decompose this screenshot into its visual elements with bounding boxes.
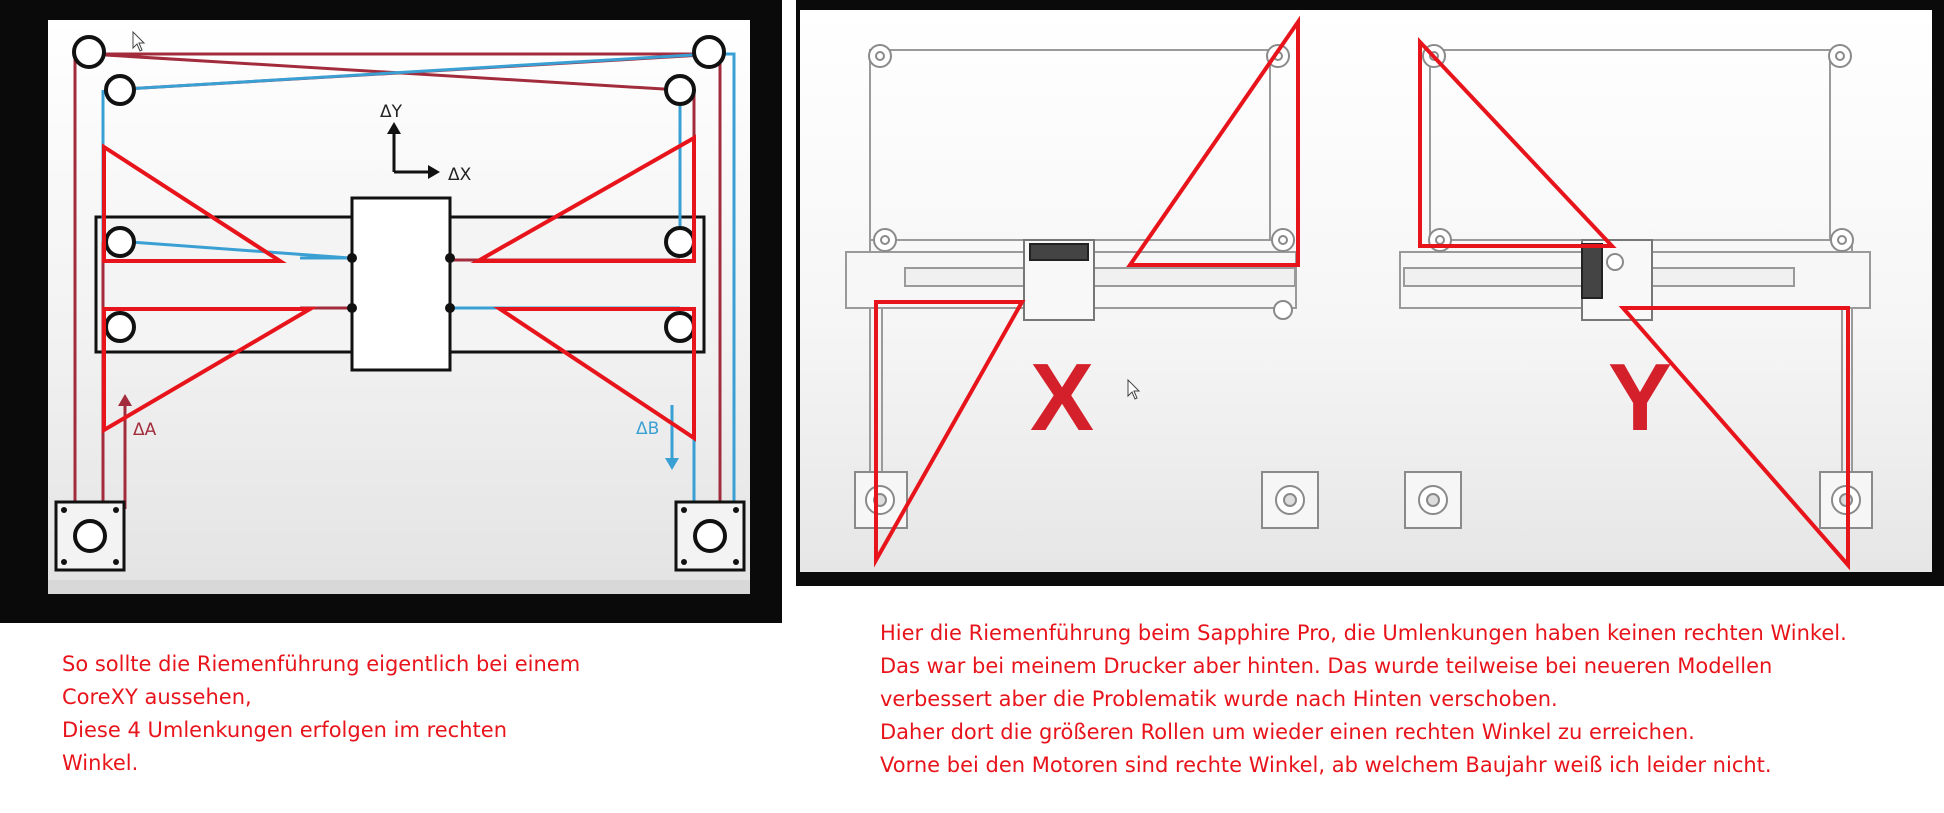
label-delta-a: ΔA [133, 420, 157, 440]
label-delta-x: ΔX [448, 165, 472, 185]
carriage-block [352, 198, 450, 370]
stepper-motor-icon [676, 502, 744, 570]
sapphire-pro-diagram [796, 0, 1944, 586]
corexy-reference-diagram [0, 0, 782, 623]
note-line: Winkel. [62, 751, 139, 775]
note-line: Das war bei meinem Drucker aber hinten. Das wurde teilweise bei neueren Modellen [880, 654, 1773, 678]
note-line: Hier die Riemenführung beim Sapphire Pro, die Umlenkungen haben keinen rechten Winkel. [880, 621, 1847, 645]
note-sapphire-pro [880, 617, 1847, 782]
label-x-axis: X [1030, 344, 1095, 451]
note-line: CoreXY aussehen, [62, 685, 252, 709]
left-panel-bottom-strip [48, 580, 750, 594]
label-delta-y: ΔY [380, 102, 403, 122]
label-y-axis: Y [1608, 344, 1673, 451]
note-line: Vorne bei den Motoren sind rechte Winkel, ab welchem Baujahr weiß ich leider nicht. [880, 753, 1772, 777]
label-delta-b: ΔB [636, 419, 660, 439]
note-line: Daher dort die größeren Rollen um wieder einen rechten Winkel zu erreichen. [880, 720, 1695, 744]
note-line: verbessert aber die Problematik wurde nach Hinten verschoben. [880, 687, 1558, 711]
note-line: So sollte die Riemenführung eigentlich bei einem [62, 652, 581, 676]
stepper-motor-icon [56, 502, 124, 570]
note-line: Diese 4 Umlenkungen erfolgen im rechten [62, 718, 507, 742]
note-corexy-reference [62, 648, 580, 780]
